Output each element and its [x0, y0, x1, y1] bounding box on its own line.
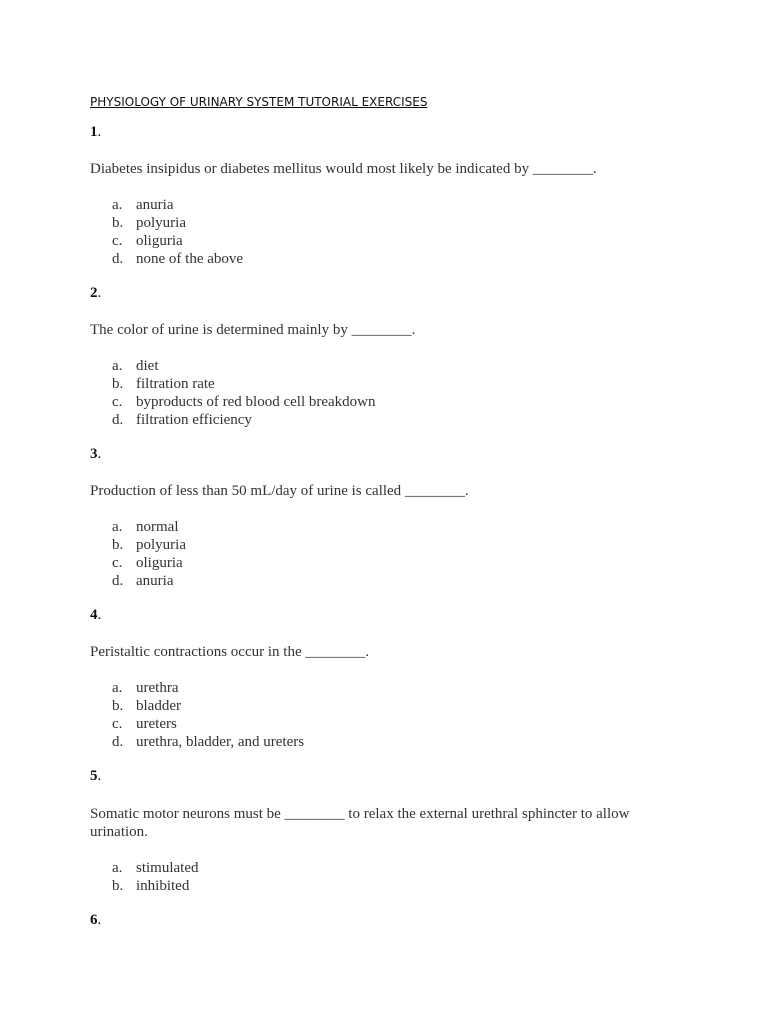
option-item — [112, 733, 304, 751]
option-item — [112, 536, 186, 554]
option-item — [112, 572, 186, 590]
option-letter: b. — [112, 376, 124, 392]
option-text: anuria — [136, 573, 174, 589]
option-letter: d. — [112, 734, 124, 750]
option-letter: a. — [112, 197, 123, 213]
question-3-text: Production of less than 50 mL/day of urine is called ________. — [90, 483, 469, 499]
option-text: diet — [136, 358, 159, 374]
option-text: ureters — [136, 716, 177, 732]
question-1-options — [112, 196, 243, 268]
option-item — [112, 518, 186, 536]
option-item — [112, 411, 376, 429]
option-text: filtration efficiency — [136, 412, 252, 428]
question-number: 3 — [90, 446, 98, 462]
option-letter: c. — [112, 555, 123, 571]
option-item — [112, 679, 304, 697]
question-3-options — [112, 518, 186, 590]
option-text: polyuria — [136, 215, 186, 231]
option-item — [112, 697, 304, 715]
option-item — [112, 250, 243, 268]
question-2-options — [112, 357, 376, 429]
option-item — [112, 393, 376, 411]
question-1-number: 1. — [90, 124, 102, 140]
option-item — [112, 196, 243, 214]
document-title: PHYSIOLOGY OF URINARY SYSTEM TUTORIAL EXERCISES — [90, 95, 428, 109]
option-text: byproducts of red blood cell breakdown — [136, 394, 376, 410]
option-text: anuria — [136, 197, 174, 213]
question-4-number: 4. — [90, 607, 102, 623]
option-letter: a. — [112, 358, 123, 374]
question-4-text: Peristaltic contractions occur in the ________. — [90, 644, 370, 660]
question-1-text: Diabetes insipidus or diabetes mellitus would most likely be indicated by ________. — [90, 161, 597, 177]
question-3-number: 3. — [90, 446, 102, 462]
option-text: inhibited — [136, 878, 190, 894]
option-text: bladder — [136, 698, 181, 714]
option-item — [112, 877, 199, 895]
option-text: filtration rate — [136, 376, 215, 392]
question-4-options — [112, 679, 304, 751]
option-letter: d. — [112, 251, 124, 267]
question-number: 2 — [90, 285, 98, 301]
option-item — [112, 859, 199, 877]
option-letter: c. — [112, 233, 123, 249]
option-item — [112, 357, 376, 375]
question-number: 6 — [90, 912, 98, 928]
question-number: 4 — [90, 607, 98, 623]
option-letter: d. — [112, 412, 124, 428]
option-text: none of the above — [136, 251, 244, 267]
question-number: 1 — [90, 124, 98, 140]
option-letter: a. — [112, 519, 123, 535]
option-letter: c. — [112, 716, 123, 732]
question-2-text: The color of urine is determined mainly by ________. — [90, 322, 416, 338]
option-letter: d. — [112, 573, 124, 589]
option-text: urethra — [136, 680, 179, 696]
option-letter: c. — [112, 394, 123, 410]
option-item — [112, 214, 243, 232]
question-5-text: Somatic motor neurons must be ________ to relax the external urethral sphincter to allow urination. — [90, 806, 630, 840]
question-6-number: 6. — [90, 912, 102, 928]
option-text: stimulated — [136, 860, 199, 876]
option-letter: b. — [112, 878, 124, 894]
option-item — [112, 554, 186, 572]
option-letter: b. — [112, 215, 124, 231]
option-text: oliguria — [136, 233, 183, 249]
option-item — [112, 375, 376, 393]
option-letter: a. — [112, 860, 123, 876]
option-text: normal — [136, 519, 179, 535]
option-text: polyuria — [136, 537, 186, 553]
question-5-options — [112, 859, 199, 895]
question-5-number: 5. — [90, 768, 102, 784]
option-letter: b. — [112, 537, 124, 553]
question-2-number: 2. — [90, 285, 102, 301]
option-text: oliguria — [136, 555, 183, 571]
question-number: 5 — [90, 768, 98, 784]
option-text: urethra, bladder, and ureters — [136, 734, 305, 750]
option-letter: b. — [112, 698, 124, 714]
option-item — [112, 715, 304, 733]
option-item — [112, 232, 243, 250]
option-letter: a. — [112, 680, 123, 696]
